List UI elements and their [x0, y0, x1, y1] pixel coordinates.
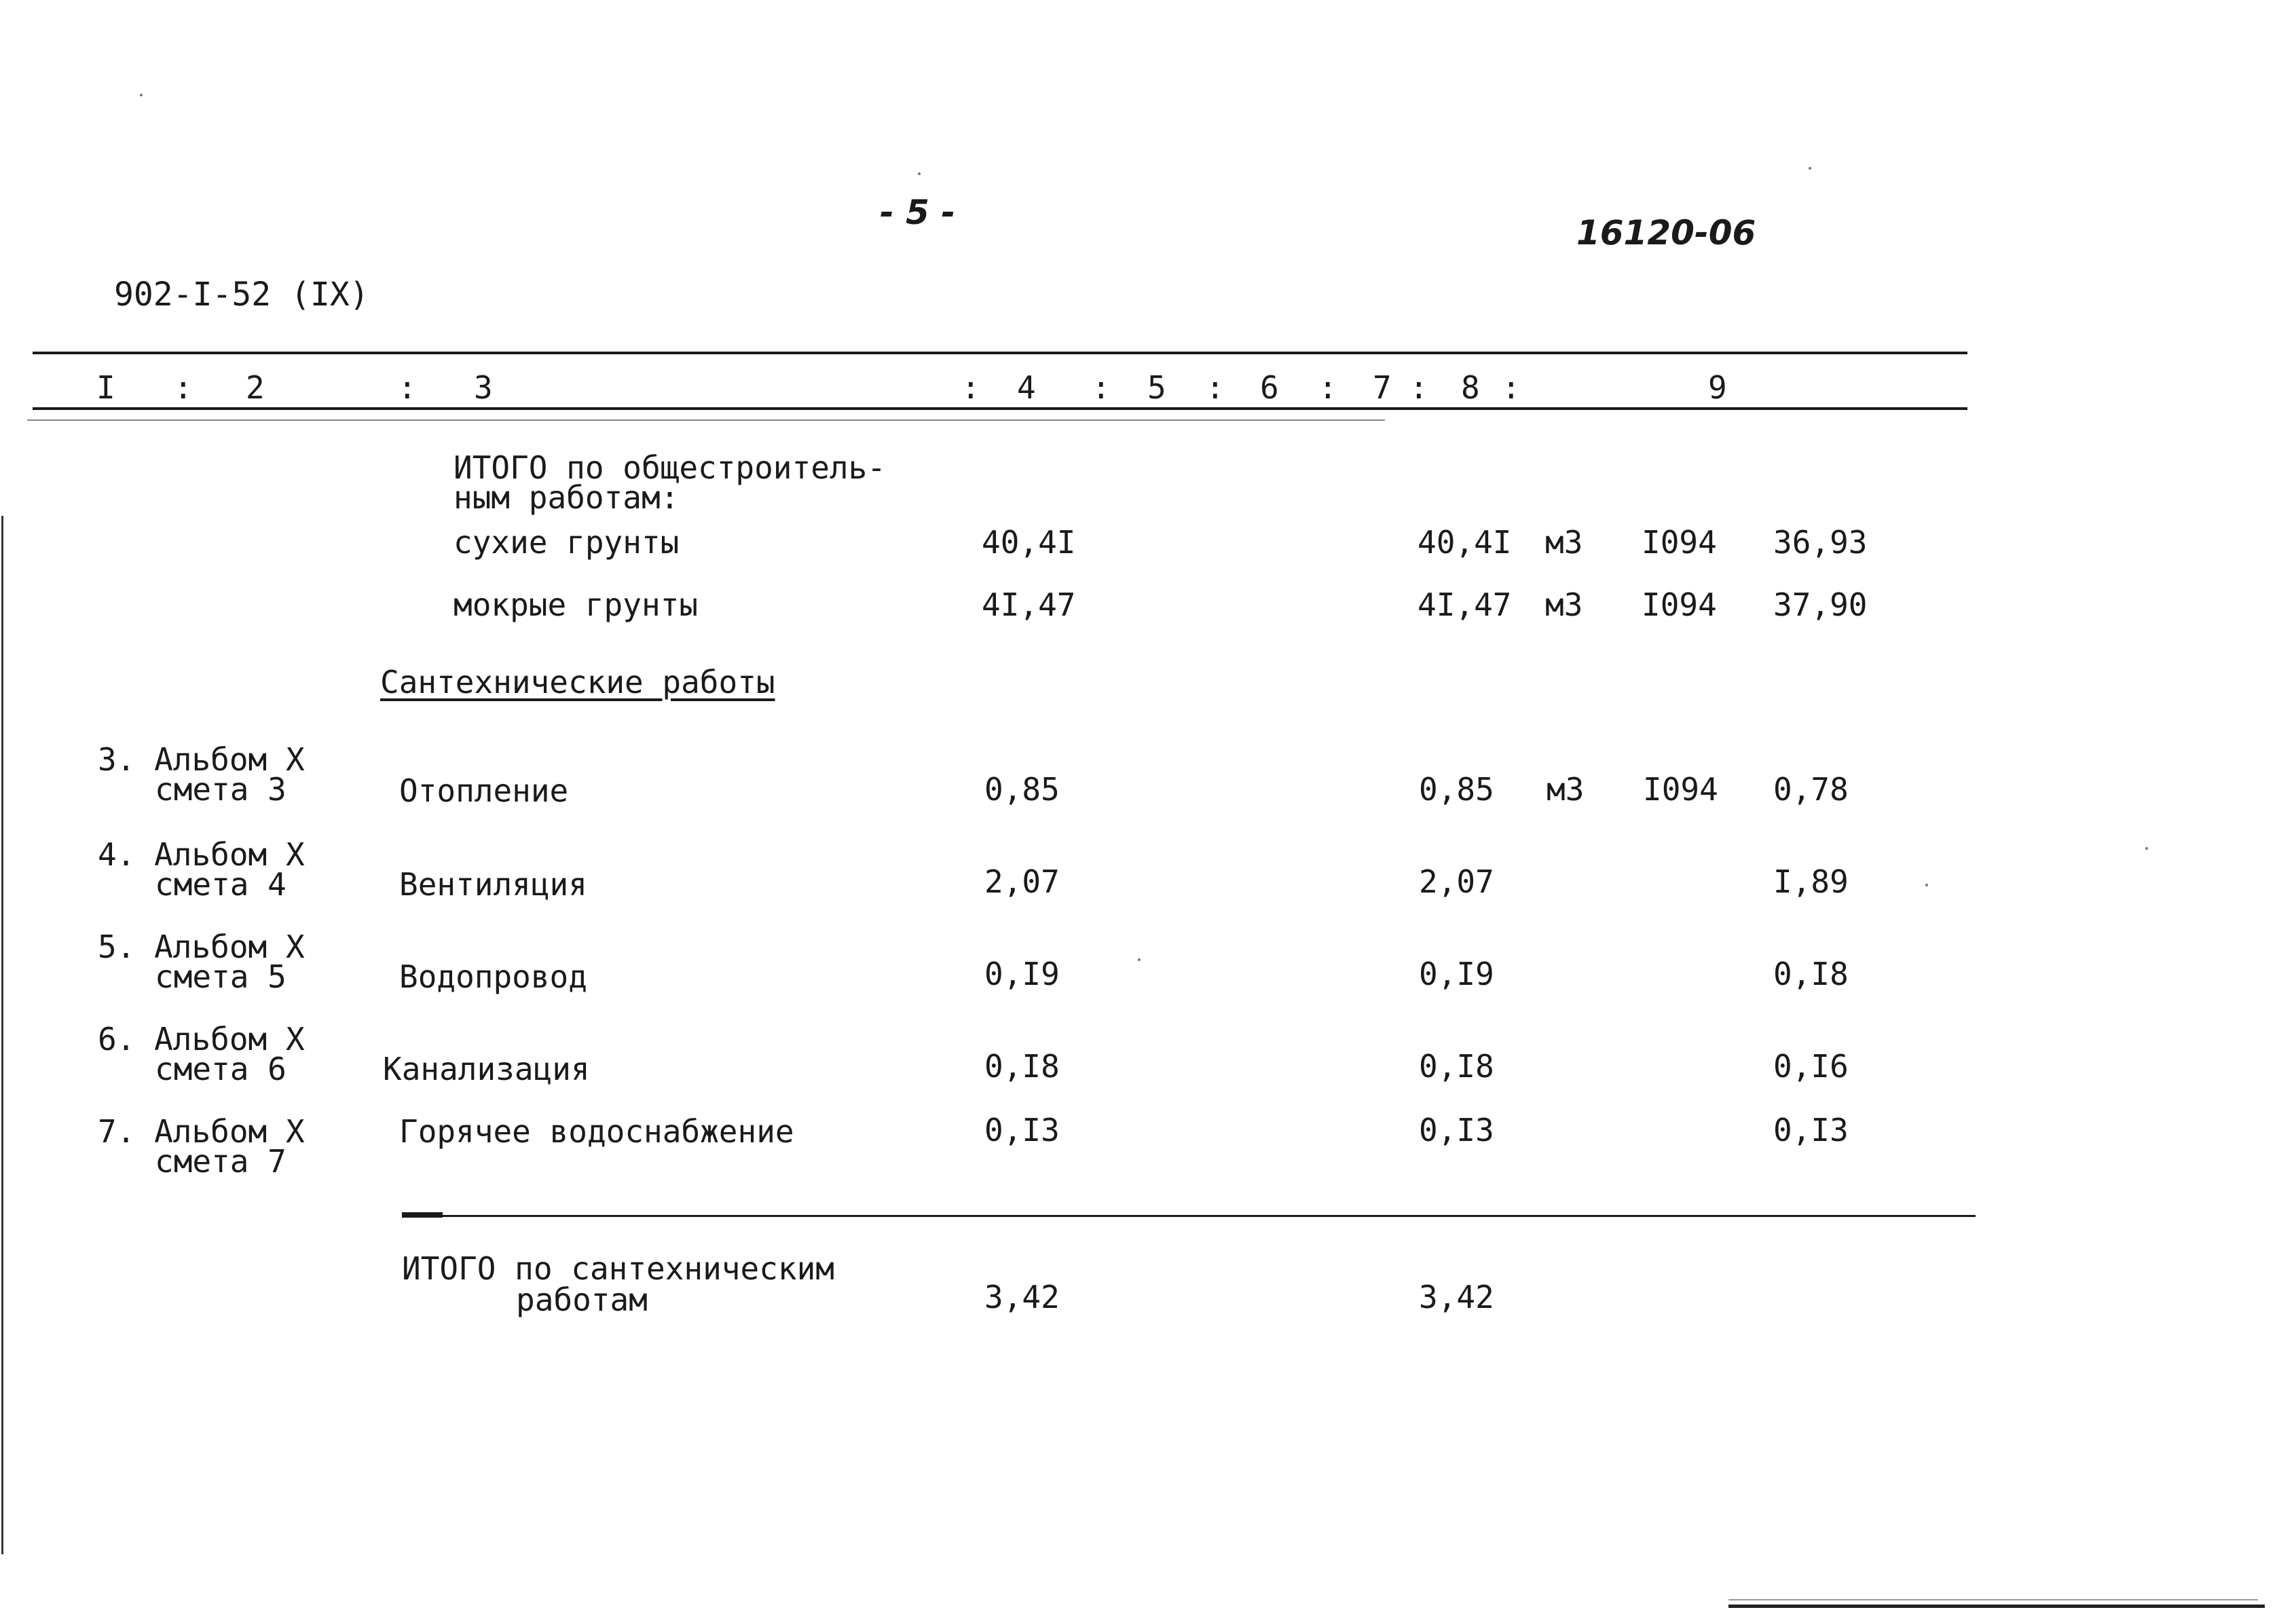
scan-left-edge-line: [1, 516, 3, 1554]
item-name: Горячее водоснабжение: [399, 1113, 794, 1150]
item-number: 7. Альбом X: [98, 1113, 305, 1150]
col-8-value: 3,42: [1419, 1279, 1494, 1315]
col-separator: :: [174, 369, 193, 406]
col-separator: :: [1409, 369, 1428, 406]
row-label: мокрые грунты: [453, 586, 699, 623]
item-estimate: смета 5: [155, 958, 286, 995]
col-4-value: 0,85: [984, 771, 1060, 808]
item-name: Водопровод: [399, 958, 587, 995]
col-separator: :: [398, 369, 417, 406]
scan-speck: [140, 94, 143, 96]
scan-bottom-edge-line-thin: [1728, 1599, 2258, 1600]
col-9-value: 0,78: [1773, 771, 1849, 808]
scan-speck: [1809, 167, 1811, 170]
col-2-header: 2: [246, 369, 265, 406]
col-8-value: 0,I3: [1419, 1112, 1494, 1148]
col-9-value: 0,I3: [1773, 1112, 1849, 1148]
scan-bottom-edge-line: [1728, 1605, 2265, 1608]
item-number: 6. Альбом X: [98, 1021, 305, 1057]
col-4-value: 3,42: [984, 1279, 1060, 1315]
col-9-value: 37,90: [1773, 586, 1868, 623]
col-4-value: 0,I8: [984, 1048, 1060, 1085]
item-estimate: смета 4: [155, 866, 286, 903]
scan-speck: [2145, 847, 2148, 850]
handwritten-document-id: 16120-06: [1576, 213, 1756, 252]
col-separator: :: [1502, 369, 1521, 406]
code: I094: [1643, 771, 1718, 808]
col-4-value: 4I,47: [982, 586, 1076, 623]
col-9-value: I,89: [1773, 863, 1849, 900]
general-total-title-line2: ным работам:: [453, 479, 680, 516]
col-8-header: 8: [1461, 369, 1480, 406]
col-4-value: 40,4I: [982, 524, 1076, 561]
scan-speck: [918, 172, 921, 175]
col-7-header: 7: [1373, 369, 1392, 406]
row-label: сухие грунты: [453, 524, 680, 561]
col-9-value: 0,I8: [1773, 956, 1849, 992]
unit: м3: [1545, 586, 1583, 623]
sanitary-total-title-line1: ИТОГО по сантехническим: [402, 1250, 834, 1287]
scan-speck: [1925, 884, 1928, 886]
table-header-rule-thin: [27, 419, 1385, 421]
col-separator: :: [1318, 369, 1337, 406]
subtotal-rule: [402, 1215, 1976, 1217]
item-name: Отопление: [399, 772, 569, 809]
unit: м3: [1545, 524, 1583, 561]
col-separator: :: [961, 369, 980, 406]
unit: м3: [1547, 771, 1585, 808]
col-6-header: 6: [1260, 369, 1279, 406]
section-title: Сантехнические работы: [380, 664, 775, 700]
subtotal-rule-mark: [402, 1212, 443, 1218]
col-9-value: 36,93: [1773, 524, 1868, 561]
col-8-value: 0,85: [1419, 771, 1494, 808]
item-estimate: смета 6: [155, 1051, 286, 1087]
col-9-header: 9: [1708, 369, 1727, 406]
item-name: Канализация: [383, 1051, 590, 1087]
item-estimate: смета 7: [155, 1143, 286, 1180]
col-8-value: 0,I8: [1419, 1048, 1494, 1085]
item-number: 4. Альбом X: [98, 836, 305, 873]
col-8-value: 0,I9: [1419, 956, 1494, 992]
page-number: - 5 -: [880, 193, 956, 232]
scan-speck: [1138, 958, 1141, 961]
col-4-value: 2,07: [984, 863, 1060, 900]
document-code: 902-I-52 (IX): [114, 276, 369, 314]
col-3-header: 3: [474, 369, 493, 406]
col-separator: :: [1092, 369, 1111, 406]
col-8-value: 40,4I: [1418, 524, 1512, 561]
code: I094: [1642, 586, 1717, 623]
col-4-value: 0,I9: [984, 956, 1060, 992]
table-top-rule: [33, 352, 1967, 354]
table-header-rule: [33, 407, 1967, 410]
code: I094: [1642, 524, 1717, 561]
item-name: Вентиляция: [399, 866, 587, 903]
col-4-header: 4: [1017, 369, 1036, 406]
sanitary-total-title-line2: работам: [516, 1281, 648, 1318]
col-8-value: 2,07: [1419, 863, 1494, 900]
col-4-value: 0,I3: [984, 1112, 1060, 1148]
general-total-title-line1: ИТОГО по общестроитель-: [453, 449, 886, 486]
col-8-value: 4I,47: [1418, 586, 1512, 623]
item-number: 3. Альбом X: [98, 741, 305, 778]
col-1-header: I: [96, 369, 115, 406]
item-estimate: смета 3: [155, 771, 286, 808]
col-5-header: 5: [1147, 369, 1166, 406]
col-separator: :: [1206, 369, 1225, 406]
col-9-value: 0,I6: [1773, 1048, 1849, 1085]
item-number: 5. Альбом X: [98, 929, 305, 965]
